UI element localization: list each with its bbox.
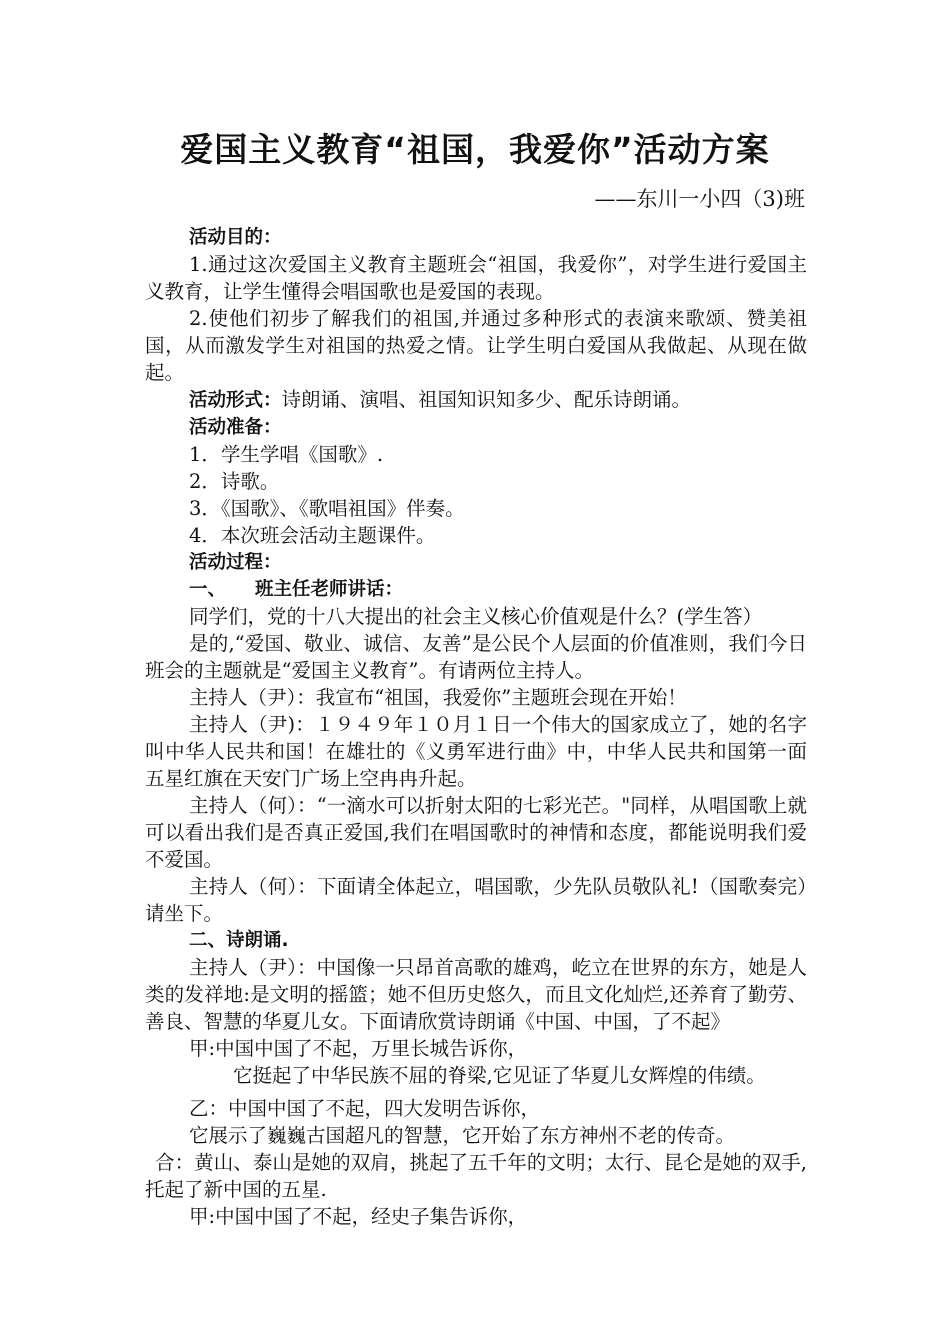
poem-line-3: 乙：中国中国了不起，四大发明告诉你， (189, 1097, 541, 1120)
document-title: 爱国主义教育“祖国，我爱你”活动方案 (180, 130, 770, 169)
purpose-paragraph-1: 1.通过这次爱国主义教育主题班会“祖国，我爱你”，对学生进行爱国主义教育，让学生懂得会唱国歌也是爱国的表现。 (145, 253, 807, 303)
poem-line-2: 它挺起了中华民族不屈的脊梁,它见证了华夏儿女辉煌的伟绩。 (233, 1064, 766, 1087)
host-paragraph-3: 主持人（何）：“一滴水可以折射太阳的七彩光芒。"同样，从唱国歌上就可以看出我们是否真正爱国,我们在唱国歌时的神情和态度，都能说明我们爱不爱国。 (145, 794, 807, 871)
document-body (145, 224, 807, 1230)
prep-heading: 活动准备： (189, 417, 282, 438)
form-heading: 活动形式： (189, 390, 282, 411)
section-1-title: 班主任老师讲话： (255, 579, 404, 600)
document-subtitle: ——东川一小四（3)班 (594, 187, 805, 211)
section-2-heading: 二、诗朗诵. (189, 930, 289, 951)
prep-item: 1．学生学唱《国歌》. (189, 443, 384, 466)
prep-item: 2．诗歌。 (189, 470, 280, 493)
section-1-heading (145, 576, 807, 603)
poem-intro-paragraph: 主持人（尹）：中国像一只昂首高歌的雄鸡，屹立在世界的东方，她是人类的发祥地:是文明的摇篮；她不但历史悠久，而且文化灿烂,还养育了勤劳、善良、智慧的华夏儿女。下面请欣赏诗朗诵《中国、中国，了不起》 (145, 956, 807, 1033)
host-paragraph-1: 主持人（尹）：我宣布“祖国，我爱你”主题班会现在开始！ (189, 686, 687, 709)
section-1-number: 一、 (189, 579, 227, 600)
form-line (145, 386, 807, 414)
process-heading: 活动过程： (189, 552, 282, 573)
prep-item: 3．《国歌》、《歌唱祖国》伴奏。 (189, 497, 465, 520)
poem-line-5: 合：黄山、泰山是她的双肩，挑起了五千年的文明；太行、昆仑是她的双手,托起了新中国的五星. (145, 1151, 807, 1201)
poem-line-1: 甲:中国中国了不起，万里长城告诉你， (189, 1037, 528, 1060)
teacher-paragraph-1: 同学们，党的十八大提出的社会主义核心价值观是什么？(学生答） (189, 605, 763, 628)
form-text: 诗朗诵、演唱、祖国知识知多少、配乐诗朗诵。 (281, 388, 692, 411)
host-paragraph-2: 主持人（尹)：１９４９年１０月１日一个伟大的国家成立了，她的名字叫中华人民共和国！在雄壮的《义勇军进行曲》中，中华人民共和国第一面五星红旗在天安门广场上空冉冉升起。 (145, 713, 807, 790)
purpose-heading: 活动目的： (189, 227, 282, 248)
purpose-paragraph-2: 2.使他们初步了解我们的祖国,并通过多种形式的表演来歌颂、赞美祖国，从而激发学生对祖国的热爱之情。让学生明白爱国从我做起、从现在做起。 (145, 307, 807, 384)
prep-item: 4．本次班会活动主题课件。 (189, 524, 436, 547)
host-paragraph-4: 主持人（何）：下面请全体起立，唱国歌，少先队员敬队礼!（国歌奏完）请坐下。 (145, 875, 807, 925)
poem-line-6: 甲:中国中国了不起，经史子集告诉你， (189, 1205, 528, 1228)
teacher-paragraph-2: 是的,“爱国、敬业、诚信、友善”是公民个人层面的价值准则，我们今日班会的主题就是“爱国主义教育”。有请两位主持人。 (145, 632, 807, 682)
poem-line-4: 它展示了巍巍古国超凡的智慧，它开始了东方神州不老的传奇。 (189, 1124, 736, 1147)
